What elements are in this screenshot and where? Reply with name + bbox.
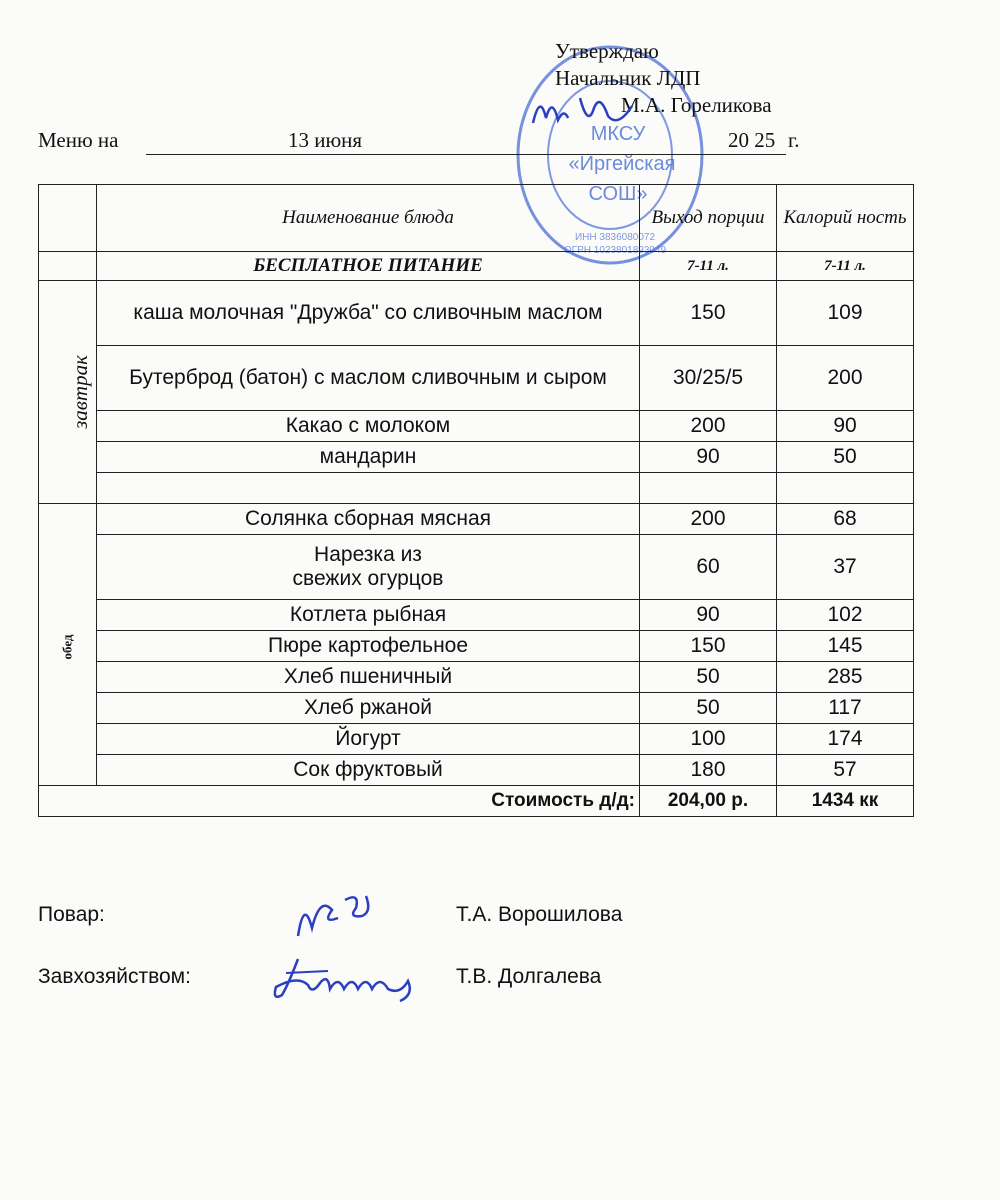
- dish-calories: 200: [777, 346, 914, 411]
- dish-calories: 109: [777, 281, 914, 346]
- svg-text:ИНН 3836080072: ИНН 3836080072: [574, 232, 656, 243]
- table-row: [39, 693, 914, 724]
- breakfast-label: завтрак: [67, 354, 92, 429]
- dish-calories: 50: [777, 442, 914, 473]
- supply-name: Т.В. Долгалева: [456, 965, 602, 988]
- table-row: [39, 724, 914, 755]
- dish-portion: 200: [640, 504, 777, 535]
- approval-block: [555, 38, 772, 117]
- svg-text:МКСУ: МКСУ: [590, 123, 646, 145]
- table-row: [39, 662, 914, 693]
- dish-name: Хлеб пшеничный: [97, 662, 640, 693]
- dish-calories: 285: [777, 662, 914, 693]
- supply-signature: [268, 955, 418, 1005]
- lunch-label: обед: [59, 633, 75, 660]
- dish-portion: 90: [640, 600, 777, 631]
- dish-name: Бутерброд (батон) с маслом сливочным и сыром: [97, 346, 640, 411]
- header-calories: Калорий ность: [777, 185, 914, 252]
- svg-text:«Иргейская: «Иргейская: [568, 153, 676, 175]
- dish-portion: 60: [640, 535, 777, 600]
- dish-portion: 90: [640, 442, 777, 473]
- free-age-calories: 7-11 л.: [777, 252, 914, 281]
- empty-row: [39, 473, 914, 504]
- approval-position: Начальник ЛДП: [555, 66, 701, 90]
- dish-portion: 150: [640, 631, 777, 662]
- dish-calories: 37: [777, 535, 914, 600]
- header-dish-name: Наименование блюда: [97, 185, 640, 252]
- dish-name: Котлета рыбная: [97, 600, 640, 631]
- table-row: [39, 346, 914, 411]
- table-row: [39, 600, 914, 631]
- dish-portion: 180: [640, 755, 777, 786]
- cook-label: Повар:: [38, 903, 105, 926]
- dish-calories: 102: [777, 600, 914, 631]
- menu-year-suffix: г.: [788, 128, 800, 152]
- supply-label: Завхозяйством:: [38, 965, 191, 988]
- total-calories: 1434 кк: [777, 786, 914, 817]
- svg-text:ОГРН 1023801893049: ОГРН 1023801893049: [563, 245, 667, 256]
- dish-portion: 50: [640, 693, 777, 724]
- dish-calories: 68: [777, 504, 914, 535]
- table-row: [39, 535, 914, 600]
- lunch-label-cell: [39, 504, 97, 786]
- total-label: Стоимость д/д:: [39, 786, 640, 817]
- menu-year: 20 25: [728, 128, 776, 152]
- dish-name: Какао с молоком: [97, 411, 640, 442]
- approval-title: Утверждаю: [555, 39, 659, 63]
- dish-name: каша молочная "Дружба" со сливочным маслом: [97, 281, 640, 346]
- dish-portion: 150: [640, 281, 777, 346]
- svg-text:СОШ»: СОШ»: [588, 183, 648, 205]
- dish-name: Нарезка из свежих огурцов: [97, 535, 640, 600]
- dish-portion: 50: [640, 662, 777, 693]
- free-meals-row: [39, 252, 914, 281]
- total-cost: 204,00 р.: [640, 786, 777, 817]
- header-meal-cell: [39, 185, 97, 252]
- menu-table: [38, 184, 914, 817]
- dish-portion: 30/25/5: [640, 346, 777, 411]
- table-row: [39, 631, 914, 662]
- table-row: [39, 411, 914, 442]
- dish-name: Пюре картофельное: [97, 631, 640, 662]
- approval-name: М.А. Гореликова: [621, 93, 772, 117]
- menu-prefix: Меню на: [38, 128, 119, 152]
- dish-name: Йогурт: [97, 724, 640, 755]
- header-portion: Выход порции: [640, 185, 777, 252]
- dish-calories: 117: [777, 693, 914, 724]
- cook-name: Т.А. Ворошилова: [456, 903, 623, 926]
- dish-calories: 90: [777, 411, 914, 442]
- dish-name: Солянка сборная мясная: [97, 504, 640, 535]
- dish-calories: 145: [777, 631, 914, 662]
- table-row: [39, 281, 914, 346]
- breakfast-label-cell: [39, 281, 97, 504]
- table-header-row: [39, 185, 914, 252]
- table-row: [39, 442, 914, 473]
- dish-portion: 200: [640, 411, 777, 442]
- dish-portion: 100: [640, 724, 777, 755]
- dish-calories: 57: [777, 755, 914, 786]
- cook-signature: [290, 888, 380, 948]
- dish-name: мандарин: [97, 442, 640, 473]
- free-meals-label: БЕСПЛАТНОЕ ПИТАНИЕ: [97, 252, 640, 281]
- free-age-portion: 7-11 л.: [640, 252, 777, 281]
- table-row: [39, 755, 914, 786]
- date-underline: [146, 128, 786, 155]
- dish-calories: 174: [777, 724, 914, 755]
- table-row: [39, 504, 914, 535]
- total-row: [39, 786, 914, 817]
- dish-name: Сок фруктовый: [97, 755, 640, 786]
- dish-name: Хлеб ржаной: [97, 693, 640, 724]
- menu-date: 13 июня: [288, 128, 363, 152]
